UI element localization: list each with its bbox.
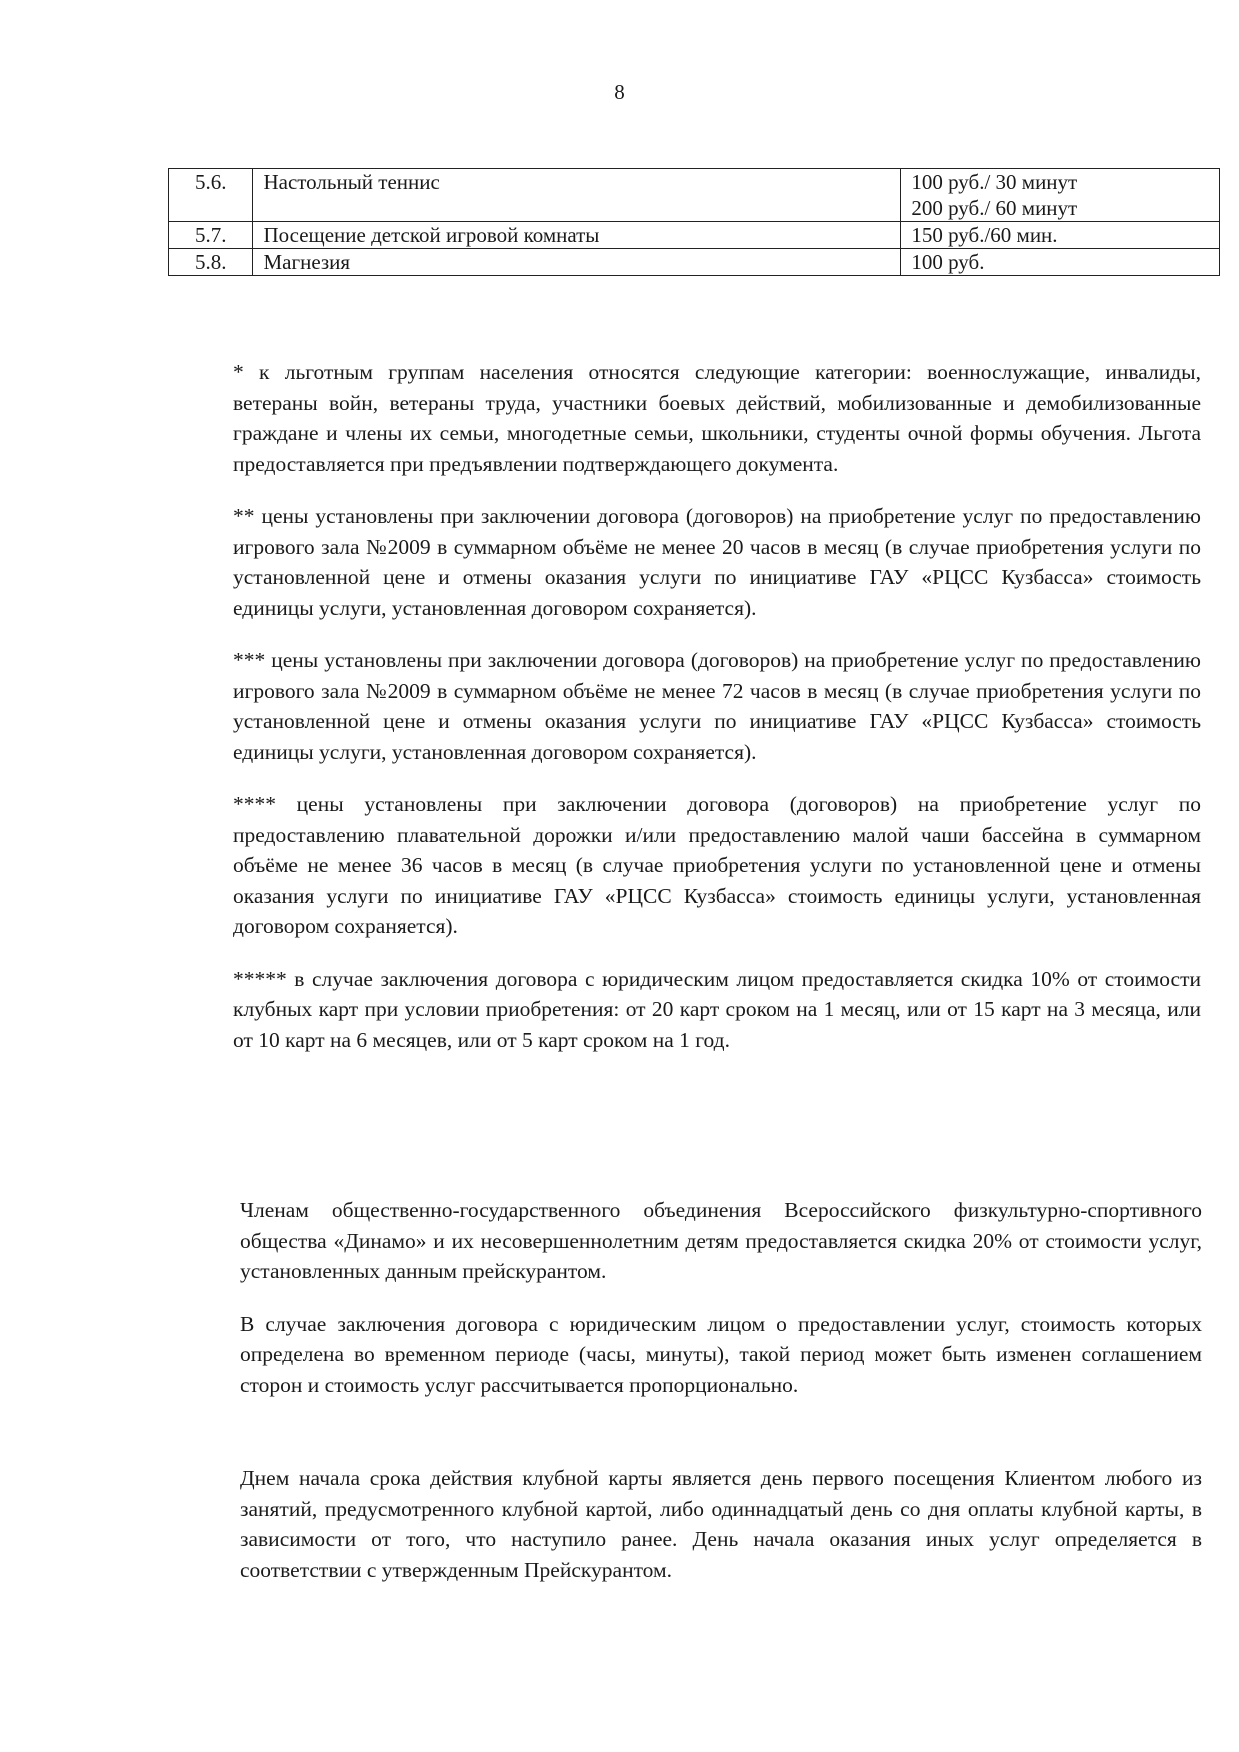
row-number: 5.7. [169,222,253,249]
price-line: 100 руб./ 30 минут [911,170,1078,194]
service-name: Посещение детской игровой комнаты [253,222,901,249]
footnote-hall-20h: ** цены установлены при заключении договора (договоров) на приобретение услуг по предоставлению игрового зала №2009 в суммарном объёме не менее 20 часов в месяц (в случае приобретения услуги по установленной цене и отмены оказания услуги по инициативе ГАУ «РЦСС Кузбасса» стоимость единицы услуги, установленная договором сохраняется). [233,504,1201,620]
footnote-hall-72h: *** цены установлены при заключении договора (договоров) на приобретение услуг по предоставлению игрового зала №2009 в суммарном объёме не менее 72 часов в месяц (в случае приобретения услуги по установленной цене и отмены оказания услуги по инициативе ГАУ «РЦСС Кузбасса» стоимость единицы услуги, установленная договором сохраняется). [233,648,1201,764]
price-line: 150 руб./60 мин. [911,223,1058,247]
service-price [901,222,1220,249]
service-name: Магнезия [253,249,901,276]
price-line: 100 руб. [911,250,985,274]
dynamo-discount-paragraph: Членам общественно-государственного объединения Всероссийского физкультурно-спортивного общества «Динамо» и их несовершеннолетним детям предоставляется скидка 20% от стоимости услуг, установленных данным прейскурантом. [240,1198,1202,1283]
row-number: 5.8. [169,249,253,276]
footnote-pool-36h: **** цены установлены при заключении договора (договоров) на приобретение услуг по предоставлению плавательной дорожки и/или предоставлению малой чаши бассейна в суммарном объёме не менее 36 часов в месяц (в случае приобретения услуги по установленной цене и отмены оказания услуги по инициативе ГАУ «РЦСС Кузбасса» стоимость единицы услуги, установленная договором сохраняется). [233,792,1201,938]
table-row [169,222,1220,249]
table-row [169,169,1220,222]
service-price [901,169,1220,222]
table-row [169,249,1220,276]
club-card-start-paragraph: Днем начала срока действия клубной карты является день первого посещения Клиентом любого из занятий, предусмотренного клубной картой, либо одиннадцатый день со дня оплаты клубной карты, в зависимости от того, что наступило ранее. День начала оказания иных услуг определяется в соответствии с утвержденным Прейскурантом. [240,1466,1202,1582]
discount-section [240,1195,1202,1422]
service-price [901,249,1220,276]
club-card-section [240,1463,1202,1585]
time-period-paragraph: В случае заключения договора с юридическим лицом о предоставлении услуг, стоимость которых определена во временном периоде (часы, минуты), такой период может быть изменен соглашением сторон и стоимость услуг рассчитывается пропорционально. [240,1311,1202,1397]
service-name: Настольный теннис [253,169,901,222]
footnote-corporate-discount: ***** в случае заключения договора с юридическим лицом предоставляется скидка 10% от стоимости клубных карт при условии приобретения: от 20 карт сроком на 1 месяц, или от 15 карт на 3 месяца, или от 10 карт на 6 месяцев, или от 5 карт сроком на 1 год. [233,966,1201,1052]
price-table [168,168,1220,276]
footnotes [233,357,1201,1077]
footnote-benefit-groups: * к льготным группам населения относятся следующие категории: военнослужащие, инвалиды, ветераны войн, ветераны труда, участники боевых действий, мобилизованные и демобилизованные граждане и члены их семьи, многодетные семьи, школьники, студенты очной формы обучения. Льгота предоставляется при предъявлении подтверждающего документа. [233,360,1201,476]
page-number: 8 [614,80,625,104]
row-number: 5.6. [169,169,253,222]
price-line: 200 руб./ 60 минут [911,196,1078,220]
